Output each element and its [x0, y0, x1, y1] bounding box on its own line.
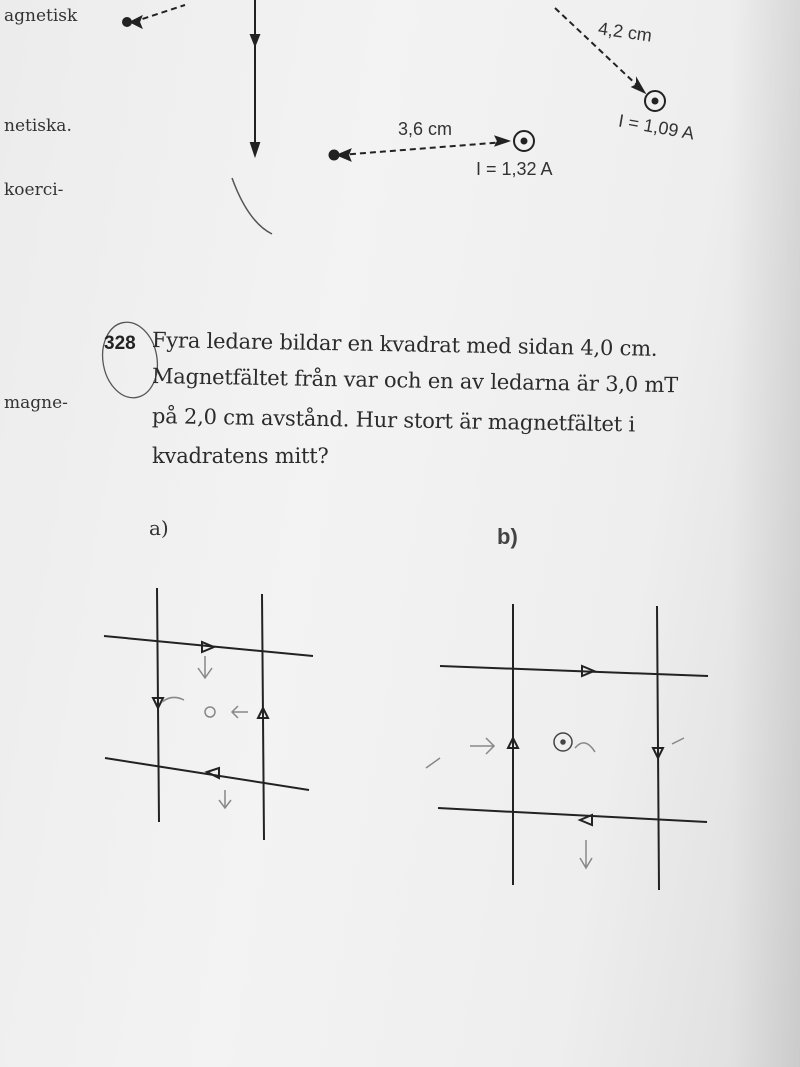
figure-b-center-dot — [554, 733, 572, 751]
figure-b-label: b) — [497, 524, 518, 549]
problem-line-2: Magnetfältet från var och en av ledarna är 3,0 mT — [151, 364, 679, 398]
figure-b-conductors — [438, 604, 708, 890]
distance-label-left: 3,6 cm — [398, 119, 453, 139]
problem-line-1: Fyra ledare bildar en kvadrat med sidan 4,0 cm. — [151, 328, 658, 361]
margin-word-1: agnetisk — [4, 6, 78, 26]
problem-line-3: på 2,0 cm avstånd. Hur stort är magnetfältet i — [151, 404, 636, 437]
figure-a-conductors — [104, 588, 313, 840]
top-left-arrow — [123, 5, 185, 27]
vertical-arrow — [251, 0, 259, 155]
left-distance-arrow — [330, 137, 509, 160]
problem-line-4: kvadratens mitt? — [152, 444, 329, 468]
curve-fragment — [232, 178, 272, 234]
margin-word-3: koerci- — [4, 180, 64, 200]
figure-a-label: a) — [149, 516, 169, 540]
current-label-left: I = 1,32 A — [476, 159, 553, 179]
conductor-out-of-page-left — [514, 131, 534, 151]
margin-word-2: netiska. — [4, 116, 72, 136]
current-label-right: I = 1,09 A — [616, 110, 696, 144]
margin-word-4: magne- — [4, 393, 68, 413]
figure-b-pencil-marks — [426, 738, 684, 868]
distance-label-right: 4,2 cm — [596, 18, 654, 46]
figure-a-pencil-marks — [162, 656, 248, 808]
conductor-out-of-page-right — [645, 91, 665, 111]
problem-number: 328 — [104, 333, 136, 354]
